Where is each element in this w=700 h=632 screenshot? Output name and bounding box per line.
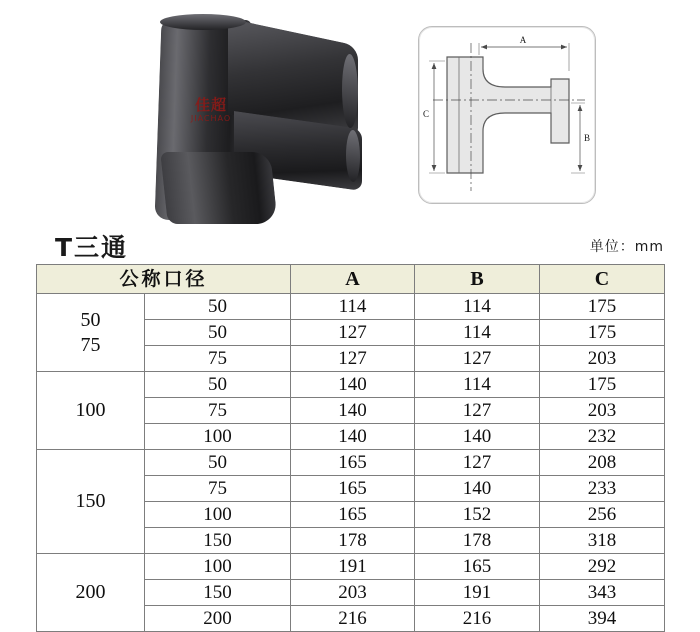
brand-name-cn: 佳超 — [194, 96, 227, 114]
drawing-label-a: A — [519, 35, 527, 45]
dimension-c-cell: 175 — [540, 294, 665, 320]
table-row — [37, 294, 665, 320]
drawing-ext-b — [571, 103, 585, 173]
dimension-c-cell: 292 — [540, 554, 665, 580]
dimension-a-cell: 140 — [291, 424, 415, 450]
dimension-b-cell: 127 — [415, 450, 540, 476]
nominal-size-group — [37, 554, 145, 632]
dimension-a-cell: 140 — [291, 372, 415, 398]
branch-size-cell: 50 — [145, 450, 291, 476]
table-head — [37, 265, 665, 294]
table-header-c: C — [540, 265, 665, 294]
dimension-b-cell: 178 — [415, 528, 540, 554]
branch-size-cell: 100 — [145, 502, 291, 528]
branch-size-cell: 75 — [145, 398, 291, 424]
nominal-size-group-label — [37, 489, 144, 514]
dimension-c-cell: 343 — [540, 580, 665, 606]
dimensions-table-wrap — [36, 264, 664, 632]
branch-size-cell: 100 — [145, 424, 291, 450]
drawing-ext-c — [429, 61, 445, 173]
dimension-a-cell: 165 — [291, 476, 415, 502]
nominal-size-value: 150 — [75, 490, 106, 512]
caption-row — [0, 228, 700, 264]
pipe-right-rim-lower — [346, 129, 360, 183]
table-row — [37, 450, 665, 476]
dimension-c-cell: 256 — [540, 502, 665, 528]
dimension-a-cell: 114 — [291, 294, 415, 320]
dimension-a-cell: 203 — [291, 580, 415, 606]
dimensions-table — [36, 264, 665, 632]
nominal-size-value: 100 — [75, 399, 106, 421]
table-header-b: B — [415, 265, 540, 294]
dimension-b-cell: 152 — [415, 502, 540, 528]
brand-name-en: JIACHAO — [190, 113, 232, 123]
drawing-label-c: C — [422, 109, 430, 119]
branch-size-cell: 150 — [145, 528, 291, 554]
dimension-a-cell: 165 — [291, 502, 415, 528]
dimension-a-cell: 127 — [291, 346, 415, 372]
dimension-b-cell: 140 — [415, 424, 540, 450]
dimension-b-cell: 127 — [415, 346, 540, 372]
nominal-size-value: 50 — [80, 308, 101, 331]
dimension-a-cell: 178 — [291, 528, 415, 554]
dimension-c-cell: 394 — [540, 606, 665, 632]
technical-drawing — [418, 26, 596, 204]
branch-size-cell: 50 — [145, 294, 291, 320]
dimension-a-cell: 165 — [291, 450, 415, 476]
table-row — [37, 372, 665, 398]
nominal-size-value: 200 — [75, 581, 106, 603]
branch-size-cell: 150 — [145, 580, 291, 606]
drawing-label-b: B — [583, 133, 591, 143]
dimension-c-cell: 318 — [540, 528, 665, 554]
nominal-size-group — [37, 294, 145, 372]
nominal-size-value: 75 — [80, 333, 101, 356]
dimension-c-cell: 232 — [540, 424, 665, 450]
dimension-c-cell: 233 — [540, 476, 665, 502]
drawing-svg — [419, 27, 595, 203]
pipe-bottom-flare — [160, 152, 278, 224]
dimension-b-cell: 127 — [415, 398, 540, 424]
pipe-top-rim — [160, 14, 246, 30]
branch-size-cell: 75 — [145, 476, 291, 502]
dimension-a-cell: 127 — [291, 320, 415, 346]
dimension-c-cell: 203 — [540, 346, 665, 372]
dimension-c-cell: 208 — [540, 450, 665, 476]
table-body — [37, 294, 665, 632]
dimension-b-cell: 165 — [415, 554, 540, 580]
table-header-a: A — [291, 265, 415, 294]
dimension-b-cell: 216 — [415, 606, 540, 632]
page-title: T三通 — [55, 233, 129, 262]
branch-size-cell: 100 — [145, 554, 291, 580]
dimension-a-cell: 140 — [291, 398, 415, 424]
dimension-a-cell: 191 — [291, 554, 415, 580]
branch-size-cell: 200 — [145, 606, 291, 632]
nominal-size-group-label — [37, 398, 144, 423]
table-row — [37, 554, 665, 580]
product-photo — [150, 2, 380, 228]
nominal-size-group — [37, 372, 145, 450]
nominal-size-group-label — [37, 580, 144, 605]
drawing-outline — [447, 57, 569, 173]
dimension-a-cell: 216 — [291, 606, 415, 632]
dimension-b-cell: 140 — [415, 476, 540, 502]
table-header-row — [37, 265, 665, 294]
illustration-area — [0, 0, 700, 228]
dimension-b-cell: 114 — [415, 372, 540, 398]
table-header-nominal: 公称口径 — [37, 265, 291, 294]
unit-label: 单位：mm — [589, 239, 664, 255]
dimension-c-cell: 175 — [540, 320, 665, 346]
nominal-size-group-label — [37, 308, 144, 358]
nominal-size-group — [37, 450, 145, 554]
branch-size-cell: 50 — [145, 320, 291, 346]
dimension-c-cell: 203 — [540, 398, 665, 424]
brand-stamp — [172, 98, 250, 123]
branch-size-cell: 75 — [145, 346, 291, 372]
branch-size-cell: 50 — [145, 372, 291, 398]
dimension-b-cell: 114 — [415, 294, 540, 320]
dimension-b-cell: 114 — [415, 320, 540, 346]
dimension-b-cell: 191 — [415, 580, 540, 606]
dimension-c-cell: 175 — [540, 372, 665, 398]
